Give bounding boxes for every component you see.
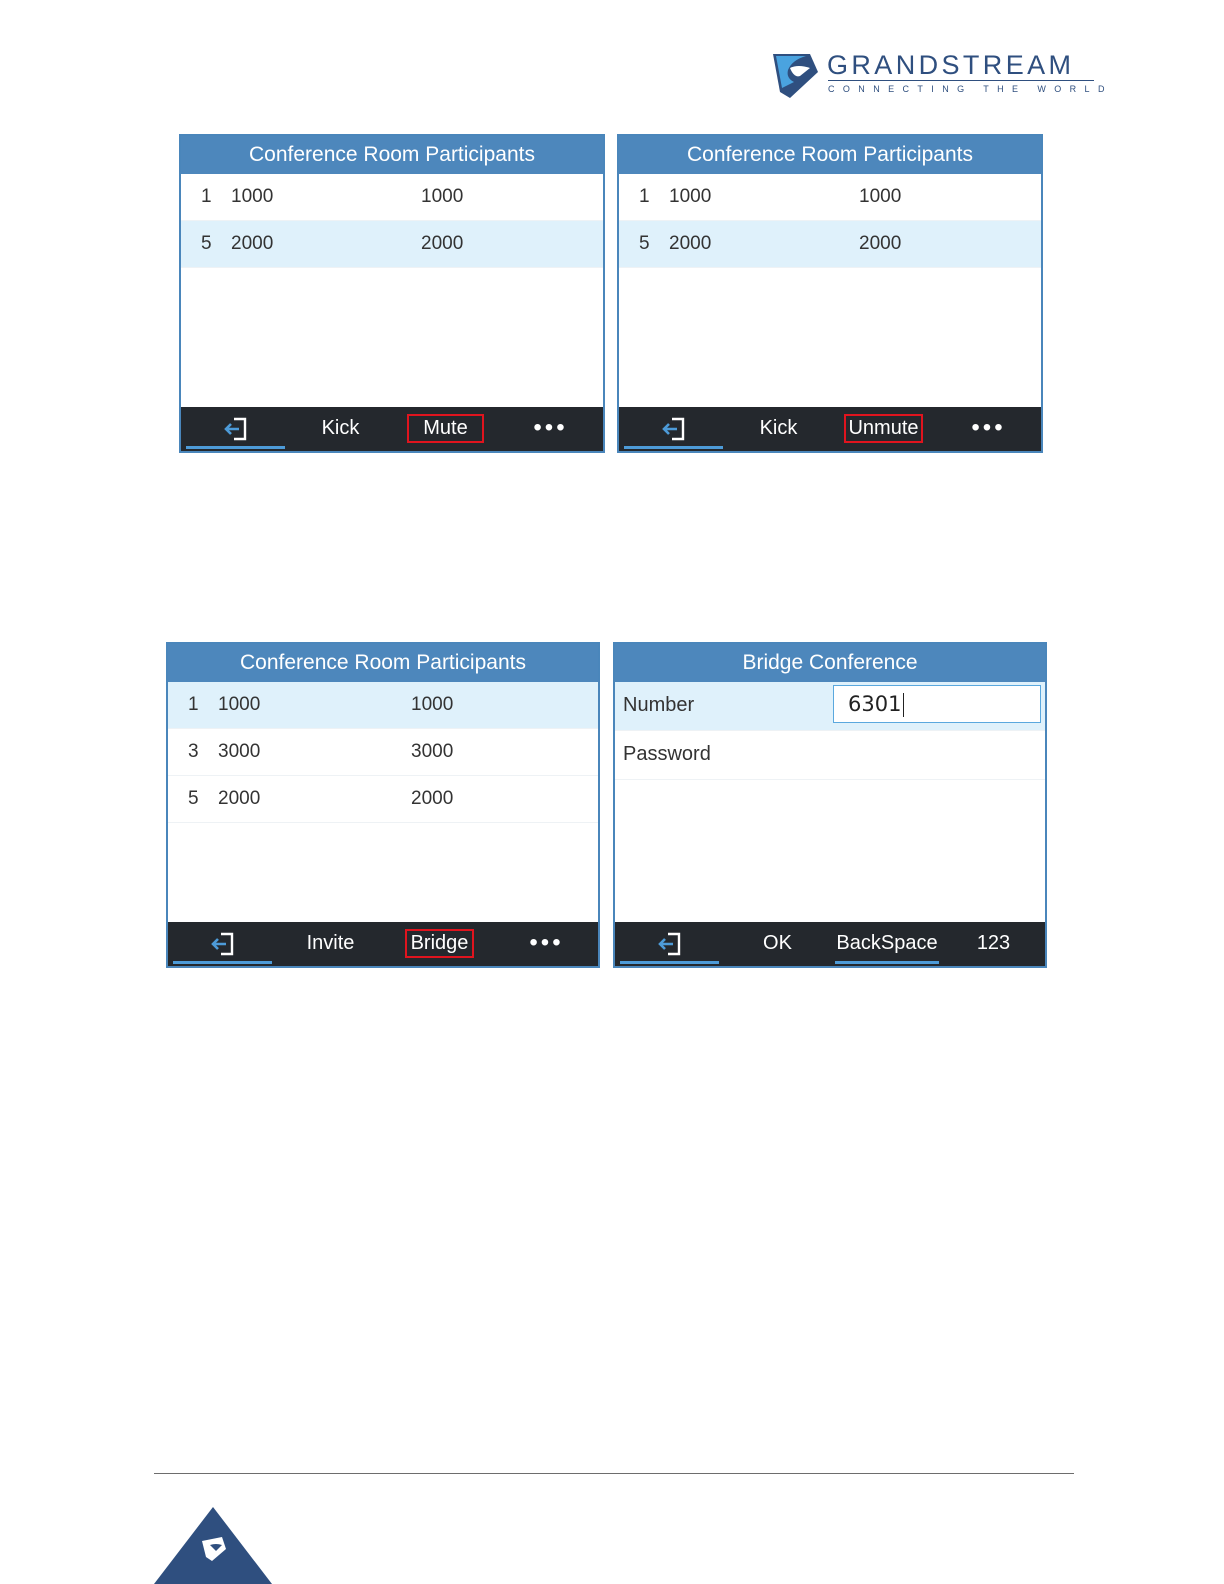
participants-screen-bridge xyxy=(166,642,600,968)
backspace-button[interactable]: BackSpace xyxy=(832,922,942,966)
screen-title: Conference Room Participants xyxy=(181,136,603,174)
participant-number: 3000 xyxy=(218,741,261,762)
ok-button[interactable]: OK xyxy=(763,932,792,954)
participant-row[interactable] xyxy=(168,682,598,729)
participant-name: 2000 xyxy=(421,233,464,254)
participant-index: 1 xyxy=(201,186,212,207)
participant-name: 1000 xyxy=(859,186,902,207)
participant-name: 3000 xyxy=(411,741,454,762)
invite-button[interactable]: Invite xyxy=(306,932,355,954)
participants-screen-mute xyxy=(179,134,605,453)
back-icon xyxy=(657,931,683,957)
back-icon xyxy=(210,931,236,957)
participant-name: 1000 xyxy=(411,694,454,715)
participant-index: 5 xyxy=(639,233,650,254)
more-button[interactable]: ••• xyxy=(971,414,1006,441)
participant-row[interactable] xyxy=(168,729,598,776)
unmute-label-highlighted: Unmute xyxy=(844,414,922,443)
back-button[interactable] xyxy=(183,407,288,451)
bridge-label-highlighted: Bridge xyxy=(405,929,475,958)
back-icon xyxy=(661,416,687,442)
number-label: Number xyxy=(623,694,695,716)
participant-index: 5 xyxy=(188,788,199,809)
text-caret xyxy=(903,693,904,717)
screen-title: Bridge Conference xyxy=(615,644,1045,682)
participant-number: 2000 xyxy=(231,233,274,254)
participant-number: 1000 xyxy=(669,186,712,207)
mute-button[interactable] xyxy=(393,407,498,451)
number-field-row[interactable] xyxy=(615,682,1045,731)
brand-divider xyxy=(828,80,1094,81)
footer-divider xyxy=(154,1473,1074,1474)
participant-index: 3 xyxy=(188,741,199,762)
mute-label-highlighted: Mute xyxy=(407,414,483,443)
number-input[interactable] xyxy=(833,685,1041,723)
participant-row[interactable] xyxy=(181,221,603,268)
more-button[interactable]: ••• xyxy=(529,929,564,956)
back-icon xyxy=(223,416,249,442)
kick-button[interactable]: Kick xyxy=(759,417,798,439)
participant-name: 2000 xyxy=(411,788,454,809)
participant-number: 1000 xyxy=(231,186,274,207)
grandstream-logo xyxy=(770,48,1113,100)
kick-button[interactable]: Kick xyxy=(321,417,360,439)
participant-name: 2000 xyxy=(859,233,902,254)
participant-row[interactable] xyxy=(168,776,598,823)
password-field-row[interactable] xyxy=(615,731,1045,780)
participant-number: 1000 xyxy=(218,694,261,715)
softkey-bar xyxy=(619,407,1041,451)
participant-index: 5 xyxy=(201,233,212,254)
brand-tagline: CONNECTING THE WORLD xyxy=(828,84,1113,94)
participant-name: 1000 xyxy=(421,186,464,207)
bridge-conference-screen xyxy=(613,642,1047,968)
password-label: Password xyxy=(623,743,711,765)
number-input-value: 6301 xyxy=(848,692,902,716)
back-button[interactable] xyxy=(617,922,722,966)
bridge-button[interactable] xyxy=(387,922,492,966)
screen-title: Conference Room Participants xyxy=(619,136,1041,174)
brand-name: GRANDSTREAM xyxy=(827,50,1075,80)
unmute-button[interactable] xyxy=(831,407,936,451)
participant-row[interactable] xyxy=(181,174,603,221)
softkey-bar xyxy=(615,922,1045,966)
participant-index: 1 xyxy=(639,186,650,207)
participant-row[interactable] xyxy=(619,221,1041,268)
back-button[interactable] xyxy=(621,407,726,451)
participant-index: 1 xyxy=(188,694,199,715)
footer-logo-icon xyxy=(154,1505,274,1584)
participant-number: 2000 xyxy=(669,233,712,254)
back-button[interactable] xyxy=(170,922,275,966)
softkey-bar xyxy=(181,407,603,451)
participant-number: 2000 xyxy=(218,788,261,809)
softkey-bar xyxy=(168,922,598,966)
grandstream-logo-icon xyxy=(770,48,822,100)
participants-screen-unmute xyxy=(617,134,1043,453)
screen-title: Conference Room Participants xyxy=(168,644,598,682)
participant-row[interactable] xyxy=(619,174,1041,221)
more-button[interactable]: ••• xyxy=(533,414,568,441)
input-mode-button[interactable]: 123 xyxy=(976,932,1011,954)
